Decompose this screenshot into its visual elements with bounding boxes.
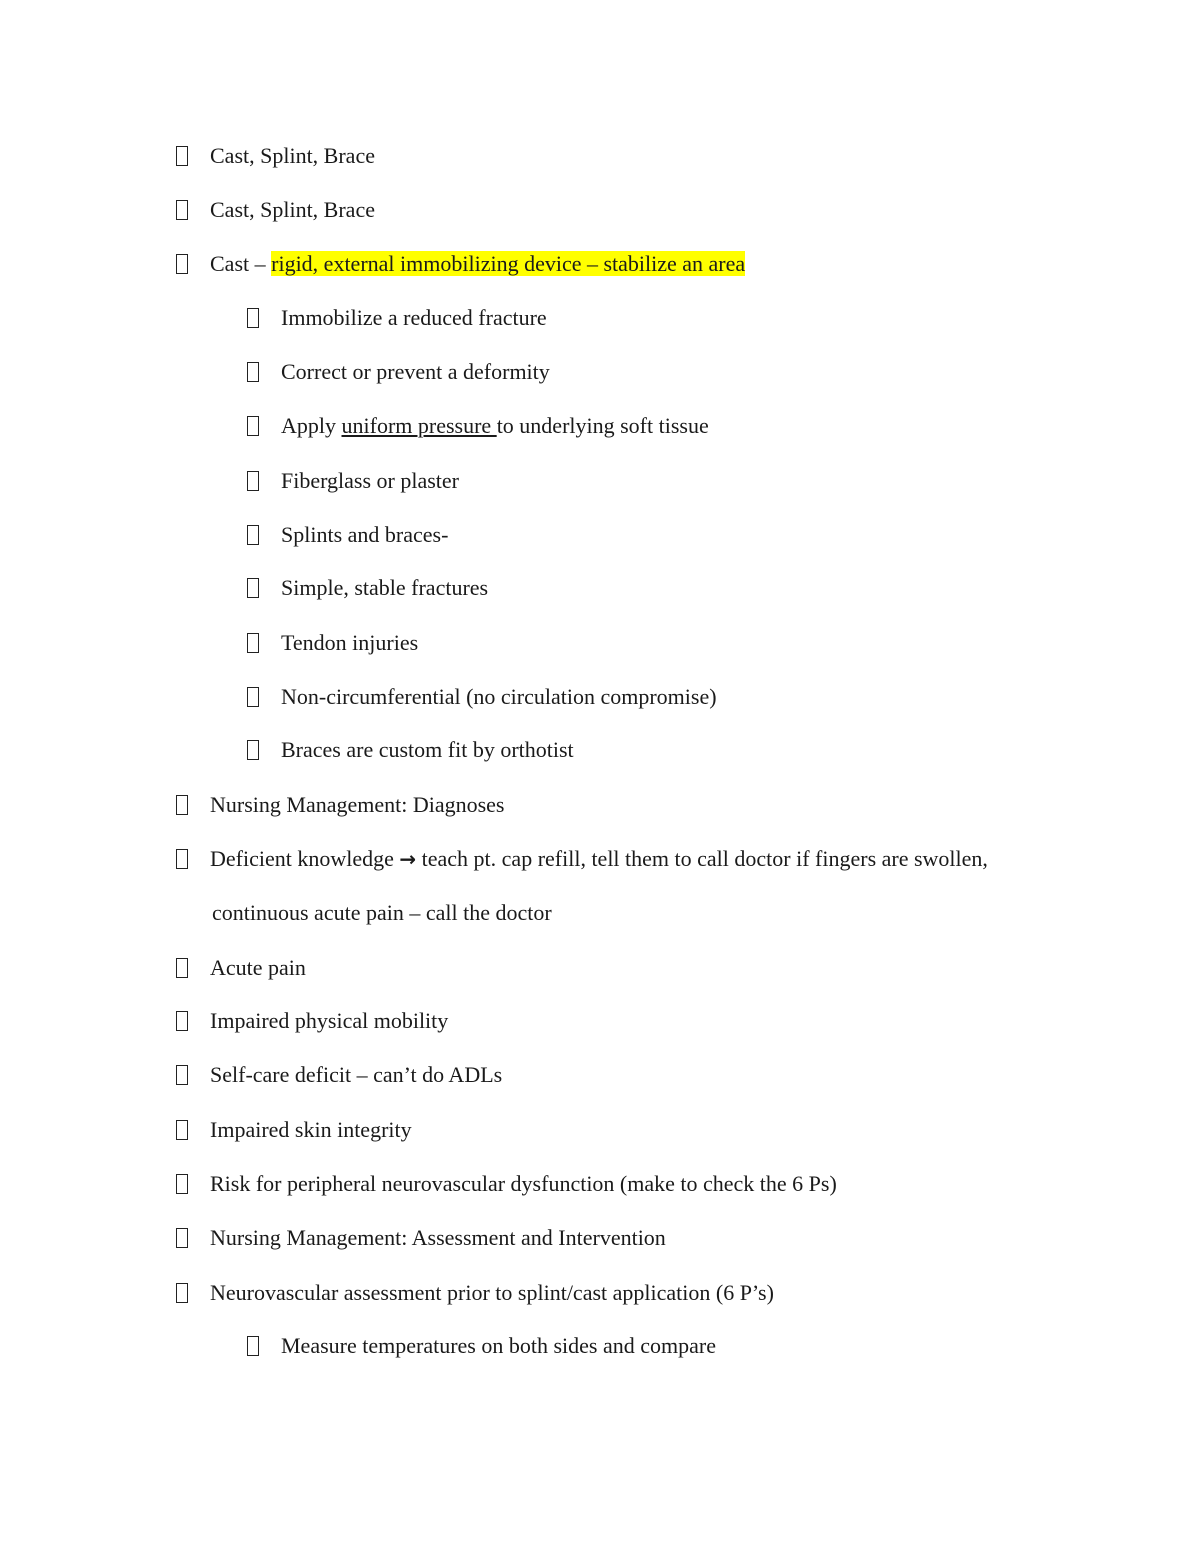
bullet-box-icon	[247, 687, 259, 707]
bullet-box-icon	[247, 471, 259, 491]
list-item-continuation: continuous acute pain – call the doctor	[212, 900, 552, 925]
bullet-box-icon	[176, 1011, 188, 1031]
bullet-box-icon	[176, 1174, 188, 1194]
list-item: Neurovascular assessment prior to splint/cast application (6 P’s)	[176, 1278, 774, 1308]
underlined-text: uniform pressure	[341, 413, 497, 438]
bullet-box-icon	[247, 1336, 259, 1356]
bullet-box-icon	[176, 1120, 188, 1140]
list-item: Cast, Splint, Brace	[176, 141, 375, 171]
bullet-box-icon	[247, 416, 259, 436]
list-item: Cast, Splint, Brace	[176, 195, 375, 225]
bullet-box-icon	[176, 1065, 188, 1085]
list-item: Correct or prevent a deformity	[247, 357, 550, 387]
list-item: Self-care deficit – can’t do ADLs	[176, 1060, 502, 1090]
list-item: Cast – rigid, external immobilizing device – stabilize an area	[176, 249, 745, 279]
right-arrow-icon: →	[399, 847, 417, 871]
bullet-box-icon	[176, 1283, 188, 1303]
list-item: Impaired physical mobility	[176, 1006, 448, 1036]
list-item: Risk for peripheral neurovascular dysfunction (make to check the 6 Ps)	[176, 1169, 837, 1199]
highlighted-text: rigid, external immobilizing device – stabilize an area	[271, 251, 746, 276]
bullet-box-icon	[176, 795, 188, 815]
list-item: Tendon injuries	[247, 628, 418, 658]
list-item: Impaired skin integrity	[176, 1115, 412, 1145]
bullet-box-icon	[247, 633, 259, 653]
list-item: Deficient knowledge → teach pt. cap refill, tell them to call doctor if fingers are swollen,	[176, 844, 988, 874]
list-item: Simple, stable fractures	[247, 573, 488, 603]
bullet-box-icon	[176, 958, 188, 978]
list-item: Immobilize a reduced fracture	[247, 303, 547, 333]
bullet-box-icon	[176, 254, 188, 274]
bullet-box-icon	[176, 1228, 188, 1248]
bullet-box-icon	[247, 525, 259, 545]
list-item: Nursing Management: Diagnoses	[176, 790, 505, 820]
bullet-box-icon	[247, 740, 259, 760]
list-item: Acute pain	[176, 953, 306, 983]
list-item: Apply uniform pressure to underlying soft tissue	[247, 411, 709, 441]
list-item: Splints and braces-	[247, 520, 448, 550]
bullet-box-icon	[176, 146, 188, 166]
list-item: Non-circumferential (no circulation compromise)	[247, 682, 717, 712]
list-item: Fiberglass or plaster	[247, 466, 459, 496]
bullet-box-icon	[176, 849, 188, 869]
bullet-box-icon	[247, 578, 259, 598]
bullet-box-icon	[247, 308, 259, 328]
list-item: Braces are custom fit by orthotist	[247, 735, 574, 765]
bullet-box-icon	[247, 362, 259, 382]
list-item: Measure temperatures on both sides and compare	[247, 1331, 716, 1361]
list-item: Nursing Management: Assessment and Intervention	[176, 1223, 666, 1253]
bullet-box-icon	[176, 200, 188, 220]
